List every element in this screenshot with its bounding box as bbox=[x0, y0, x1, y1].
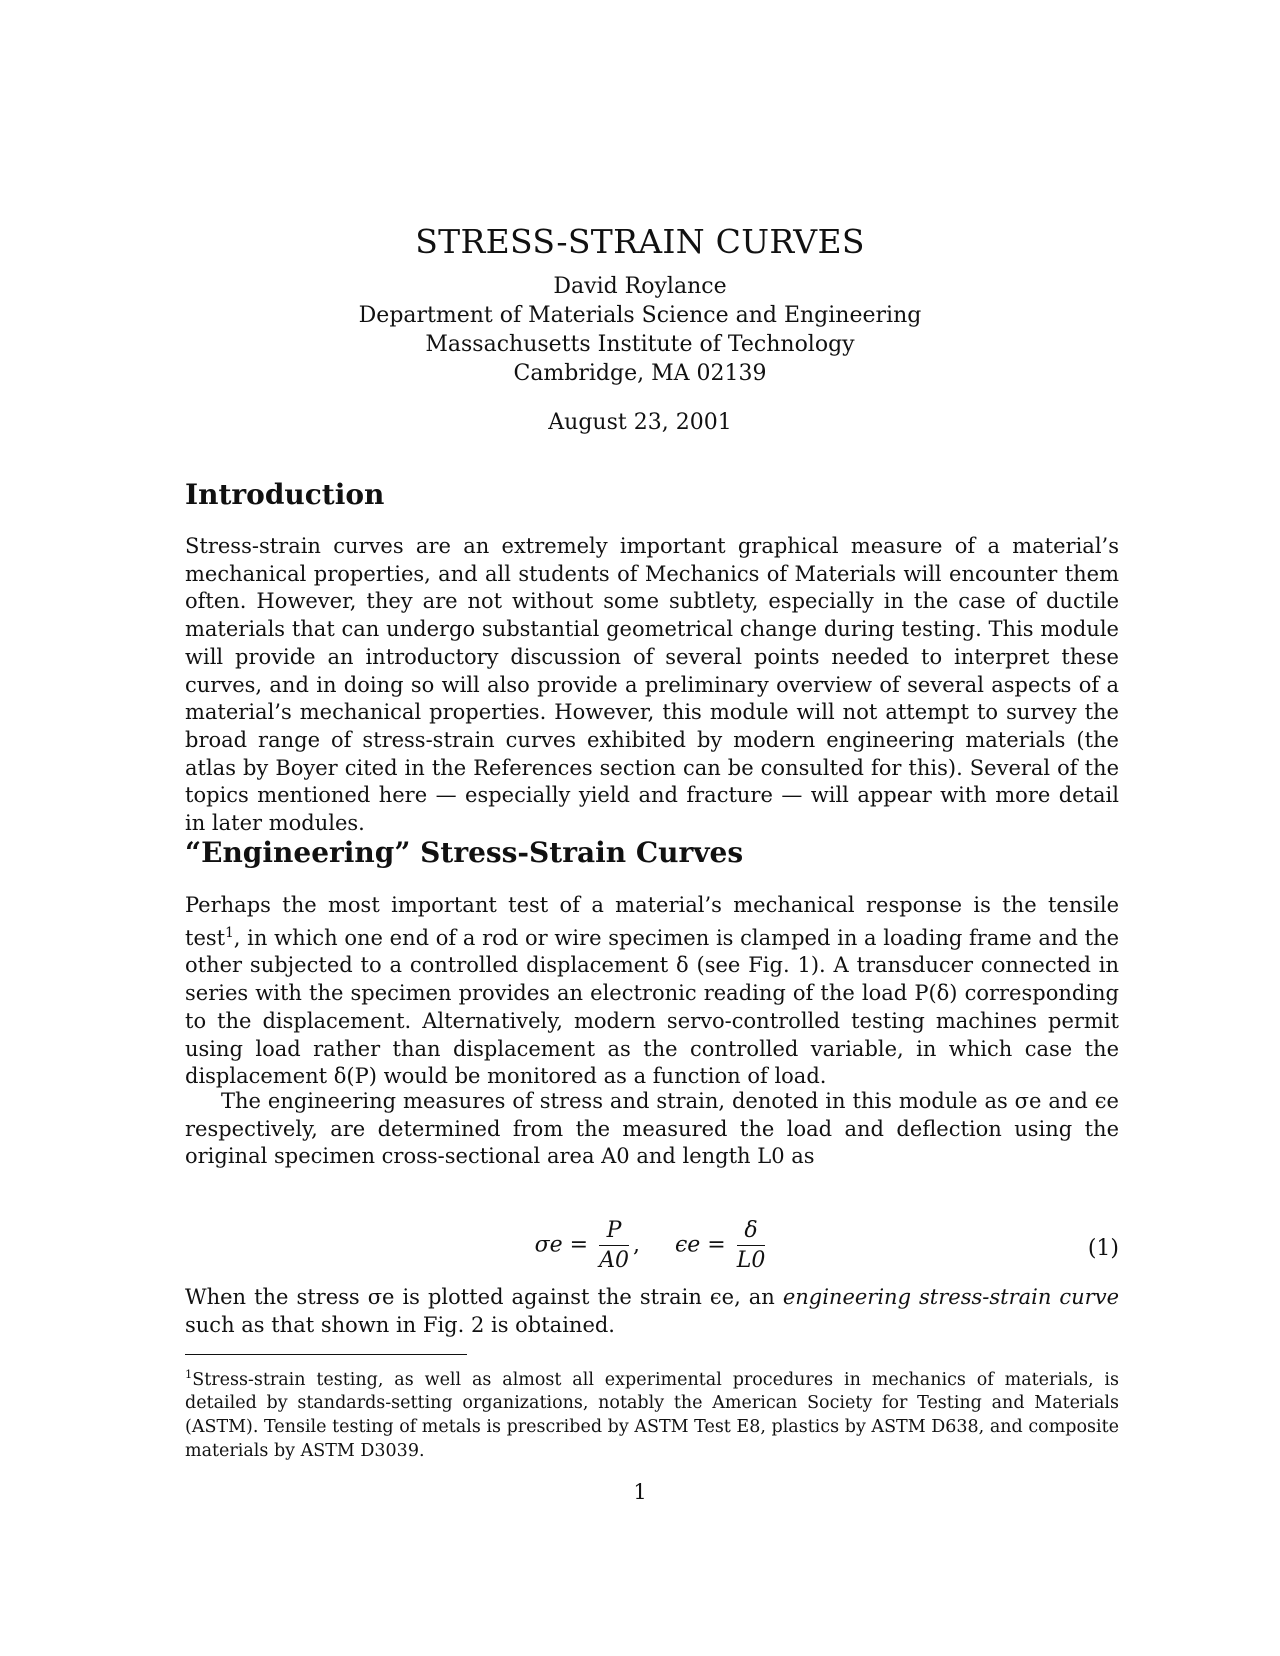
author-department: Department of Materials Science and Engineering bbox=[358, 303, 922, 328]
equation-denominator-stress: A0 bbox=[599, 1248, 629, 1273]
equation-numerator-stress: P bbox=[599, 1218, 629, 1246]
engineering-paragraph-1-start: Perhaps the most important test of a material’s mechanical response is the tensile test bbox=[185, 893, 1119, 950]
footnote-mark: 1 bbox=[185, 1367, 193, 1381]
author-institution: Massachusetts Institute of Technology bbox=[425, 332, 855, 357]
footnote-text: Stress-strain testing, as well as almost all experimental procedures in mechanics of materials, is detailed by standards-setting organizations, notably the American Society for Testing and Materials (ASTM). Tensile testing of metals is prescribed by ASTM Test E8, plastics by ASTM D638, and composite materials by ASTM D3039. bbox=[185, 1369, 1119, 1461]
introduction-heading: Introduction bbox=[185, 478, 385, 511]
equation-comma: , bbox=[633, 1232, 640, 1258]
engineering-paragraph-1 bbox=[185, 892, 1119, 1091]
engineering-paragraph-1-end: , in which one end of a rod or wire specimen is clamped in a loading frame and the other subjected to a controlled displacement δ (see Fig. 1). A transducer connected in series with the specimen provides an electronic reading of the load P(δ) corresponding to the displacement. Alternatively, modern servo-controlled testing machines permit using load rather than displacement as the controlled variable, in which case the displacement δ(P) would be monitored as a function of load. bbox=[185, 925, 1119, 1089]
author-location: Cambridge, MA 02139 bbox=[513, 361, 767, 386]
equation-fraction-stress bbox=[599, 1218, 629, 1273]
equation-number: (1) bbox=[1087, 1236, 1119, 1261]
equation-body bbox=[185, 1218, 1119, 1273]
equation-lhs-strain: ϵe = bbox=[674, 1232, 726, 1258]
document-date: August 23, 2001 bbox=[548, 410, 732, 435]
document-title: STRESS-STRAIN CURVES bbox=[415, 222, 865, 262]
equation-1 bbox=[185, 1218, 1119, 1282]
engineering-paragraph-2: The engineering measures of stress and strain, denoted in this module as σe and ϵe respectively, are determined from the measured the load and deflection using the original specimen cross-sectional area A0 and length L0 as bbox=[185, 1089, 1119, 1169]
author-name: David Roylance bbox=[553, 274, 727, 299]
equation-numerator-strain: δ bbox=[737, 1218, 766, 1246]
engineering-paragraph-3-start: When the stress σe is plotted against the strain ϵe, an bbox=[185, 1285, 783, 1309]
equation-fraction-strain bbox=[737, 1218, 766, 1273]
page-number: 1 bbox=[633, 1480, 647, 1504]
engineering-paragraph-3 bbox=[185, 1284, 1119, 1339]
author-block bbox=[0, 272, 1280, 388]
footnote-divider bbox=[185, 1354, 467, 1355]
equation-denominator-strain: L0 bbox=[736, 1248, 766, 1273]
footnote bbox=[185, 1363, 1119, 1463]
engineering-section-heading: “Engineering” Stress-Strain Curves bbox=[185, 836, 744, 869]
engineering-stress-strain-term: engineering stress-strain curve bbox=[782, 1285, 1120, 1309]
engineering-paragraph-3-end: such as that shown in Fig. 2 is obtained. bbox=[185, 1312, 615, 1337]
equation-lhs-stress: σe = bbox=[534, 1232, 589, 1258]
introduction-paragraph: Stress-strain curves are an extremely important graphical measure of a material’s mechanical properties, and all students of Mechanics of Materials will encounter them often. However, they are not without some subtlety, especially in the case of ductile materials that can undergo substantial geometrical change during testing. This module will provide an introductory discussion of several points needed to interpret these curves, and in doing so will also provide a preliminary overview of several aspects of a material’s mechanical properties. However, this module will not attempt to survey the broad range of stress-strain curves exhibited by modern engineering materials (the atlas by Boyer cited in the References section can be consulted for this). Several of the topics mentioned here — especially yield and fracture — will appear with more detail in later modules. bbox=[185, 534, 1119, 836]
footnote-reference[interactable]: 1 bbox=[225, 924, 234, 941]
